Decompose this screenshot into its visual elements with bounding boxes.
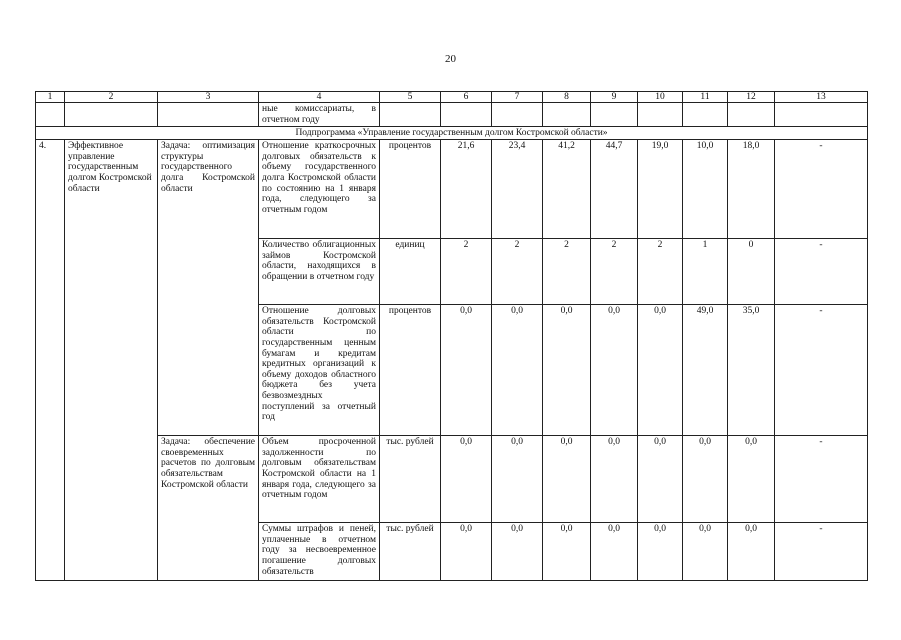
value-cell: 10,0: [683, 140, 728, 239]
col-num-8: 8: [543, 92, 591, 103]
row-number: 4.: [36, 140, 65, 581]
value-cell: 0: [728, 239, 775, 305]
value-cell: 35,0: [728, 305, 775, 436]
value-cell: 19,0: [638, 140, 683, 239]
col-num-9: 9: [591, 92, 638, 103]
section-row: [36, 127, 868, 140]
unit-cell: процентов: [380, 140, 441, 239]
value-cell: 0,0: [591, 305, 638, 436]
value-cell: 0,0: [683, 436, 728, 523]
col-num-12: 12: [728, 92, 775, 103]
value-cell: 0,0: [543, 523, 591, 581]
col-num-6: 6: [441, 92, 492, 103]
column-number-row: [36, 92, 868, 103]
value-cell: 0,0: [441, 436, 492, 523]
value-cell: 0,0: [492, 305, 543, 436]
col-num-11: 11: [683, 92, 728, 103]
value-cell: 18,0: [728, 140, 775, 239]
indicator-name: Суммы штрафов и пеней, уплаченные в отчетном году за несвоевременное погашение долговых обязательств: [259, 523, 380, 581]
task-cell: Задача: обеспечение своевременных расчетов по долговым обязательствам Костромской области: [158, 436, 259, 581]
value-cell: 0,0: [441, 305, 492, 436]
value-cell: 44,7: [591, 140, 638, 239]
value-cell: 1: [683, 239, 728, 305]
value-cell: 0,0: [638, 523, 683, 581]
value-cell: 0,0: [591, 436, 638, 523]
table-row: [36, 436, 868, 523]
col-num-13: 13: [775, 92, 868, 103]
value-cell: 41,2: [543, 140, 591, 239]
page-number: 20: [445, 53, 456, 65]
value-cell: 0,0: [543, 436, 591, 523]
unit-cell: единиц: [380, 239, 441, 305]
value-cell: 2: [441, 239, 492, 305]
indicator-name: Отношение долговых обязательств Костромской области по государственным ценным бумагам и кредитам кредитных организаций к объему доходов областного бюджета без учета безвозмездных поступлений за отчетный год: [259, 305, 380, 436]
value-cell: 0,0: [638, 305, 683, 436]
value-cell: 0,0: [638, 436, 683, 523]
note-cell: -: [775, 305, 868, 436]
value-cell: 2: [492, 239, 543, 305]
value-cell: 2: [591, 239, 638, 305]
unit-cell: процентов: [380, 305, 441, 436]
value-cell: 21,6: [441, 140, 492, 239]
value-cell: 0,0: [591, 523, 638, 581]
note-cell: -: [775, 436, 868, 523]
col-num-1: 1: [36, 92, 65, 103]
indicator-name: Объем просроченной задолженности по долговым обязательствам Костромской области на 1 января года, следующего за отчетным годом: [259, 436, 380, 523]
note-cell: -: [775, 239, 868, 305]
indicator-name: Количество облигационных займов Костромской области, находящихся в обращении в отчетном году: [259, 239, 380, 305]
col-num-10: 10: [638, 92, 683, 103]
col-num-5: 5: [380, 92, 441, 103]
value-cell: 49,0: [683, 305, 728, 436]
value-cell: 0,0: [492, 523, 543, 581]
value-cell: 2: [638, 239, 683, 305]
col-num-7: 7: [492, 92, 543, 103]
unit-cell: тыс. рублей: [380, 523, 441, 581]
continuation-row: [36, 103, 868, 127]
value-cell: 2: [543, 239, 591, 305]
value-cell: 0,0: [543, 305, 591, 436]
value-cell: 23,4: [492, 140, 543, 239]
goal-cell: Эффективное управление государственным долгом Костромской области: [65, 140, 158, 581]
col-num-4: 4: [259, 92, 380, 103]
table-row: [36, 140, 868, 239]
value-cell: 0,0: [683, 523, 728, 581]
indicators-table: [35, 91, 868, 581]
unit-cell: тыс. рублей: [380, 436, 441, 523]
continuation-text: ные комиссариаты, в отчетном году: [259, 103, 380, 127]
value-cell: 0,0: [441, 523, 492, 581]
col-num-2: 2: [65, 92, 158, 103]
col-num-3: 3: [158, 92, 259, 103]
section-title: Подпрограмма «Управление государственным долгом Костромской области»: [36, 127, 868, 140]
value-cell: 0,0: [728, 523, 775, 581]
note-cell: -: [775, 140, 868, 239]
value-cell: 0,0: [728, 436, 775, 523]
value-cell: 0,0: [492, 436, 543, 523]
task-cell: Задача: оптимизация структуры государственного долга Костромской области: [158, 140, 259, 436]
indicator-name: Отношение краткосрочных долговых обязательств к объему государственного долга Костромской области по состоянию на 1 января года, следующего за отчетным годом: [259, 140, 380, 239]
note-cell: -: [775, 523, 868, 581]
